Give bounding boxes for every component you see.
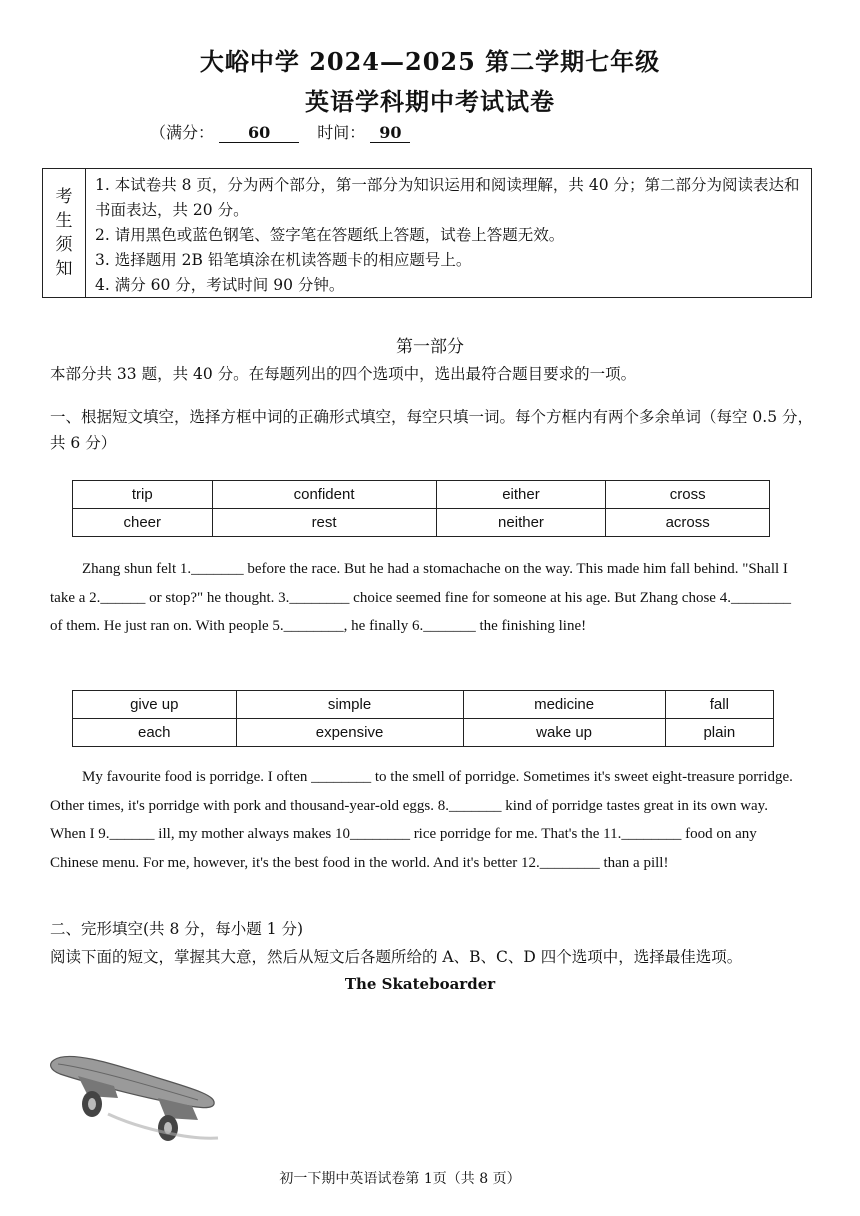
part-intro: 本部分共 33 题，共 40 分。在每题列出的四个选项中，选出最符合题目要求的一项。 (50, 365, 637, 383)
skateboard-illustration (48, 1048, 220, 1148)
notice-side-label: 考 生 须 知 (43, 169, 86, 297)
passage-2-text: My favourite food is porridge. I often ________ to the smell of porridge. Sometimes it's sweet eight-treasure porridge. Other times, it's porridge with pork and thousand-year-old eggs. 8._______ kind of porridge tastes great in its own way. When I 9.______ ill, my mother always makes 10________ rice porridge for me. That's the 11.________ food on any Chinese menu. For me, however, it's the best food in the world. And it's better 12.________ than a pill! (50, 769, 793, 871)
exam-title-line2: 英语学科期中考试试卷 (305, 87, 555, 116)
page-footer: 初一下期中英语试卷第 1页（共 8 页） (279, 1171, 521, 1187)
score-value: 60 (219, 123, 299, 143)
score-time-line (150, 120, 410, 143)
word-box-1 (72, 480, 770, 537)
time-value: 90 (370, 123, 410, 143)
word-cell: expensive (236, 719, 463, 747)
word-box-row (73, 509, 770, 537)
word-box-row (73, 481, 770, 509)
notice-rule: 2. 请用黑色或蓝色钢笔、签字笔在答题纸上答题，试卷上答题无效。 (95, 226, 565, 244)
passage-2 (50, 763, 802, 877)
notice-rule: 1. 本试卷共 8 页，分为两个部分，第一部分为知识运用和阅读理解，共 40 分；第二部分为阅读表达和书面表达，共 20 分。 (95, 176, 800, 219)
word-cell: fall (665, 691, 773, 719)
word-cell: plain (665, 719, 773, 747)
word-box-row (73, 691, 774, 719)
section2-instruction: 阅读下面的短文，掌握其大意，然后从短文后各题所给的 A、B、C、D 四个选项中，选择最佳选项。 (50, 948, 743, 966)
passage-1-text: Zhang shun felt 1._______ before the race. But he had a stomachache on the way. This made him fall behind. "Shall I take a 2.______ or stop?" he thought. 3.________ choice seemed fine for someone at his age. But Zhang chose 4.________ of them. He just ran on. With people 5.________, he finally 6._______ the finishing line! (50, 561, 791, 634)
word-cell: give up (73, 691, 237, 719)
word-cell: confident (212, 481, 436, 509)
word-cell: neither (436, 509, 606, 537)
word-cell: wake up (463, 719, 665, 747)
story-title: The Skateboarder (344, 975, 496, 993)
word-box-row (73, 719, 774, 747)
section2-heading: 二、完形填空(共 8 分，每小题 1 分) (50, 920, 304, 938)
notice-rule: 4. 满分 60 分，考试时间 90 分钟。 (95, 276, 345, 294)
word-box-2 (72, 690, 774, 747)
notice-rule: 3. 选择题用 2B 铅笔填涂在机读答题卡的相应题号上。 (95, 251, 472, 269)
part-title: 第一部分 (396, 337, 464, 357)
word-cell: cheer (73, 509, 213, 537)
word-cell: simple (236, 691, 463, 719)
word-cell: cross (606, 481, 770, 509)
time-label: 时间： (317, 123, 366, 142)
word-cell: either (436, 481, 606, 509)
word-cell: across (606, 509, 770, 537)
passage-1 (50, 555, 802, 641)
candidate-notice-box (42, 168, 812, 298)
notice-rules (95, 173, 803, 298)
word-cell: trip (73, 481, 213, 509)
word-cell: each (73, 719, 237, 747)
score-label: （满分： (150, 123, 215, 142)
section1-heading: 一、根据短文填空，选择方框中词的正确形式填空，每空只填一词。每个方框内有两个多余单词（每空 0.5 分，共 6 分） (50, 408, 814, 452)
word-cell: rest (212, 509, 436, 537)
exam-title-line1: 大峪中学 2024—2025 第二学期七年级 (199, 47, 661, 76)
word-cell: medicine (463, 691, 665, 719)
